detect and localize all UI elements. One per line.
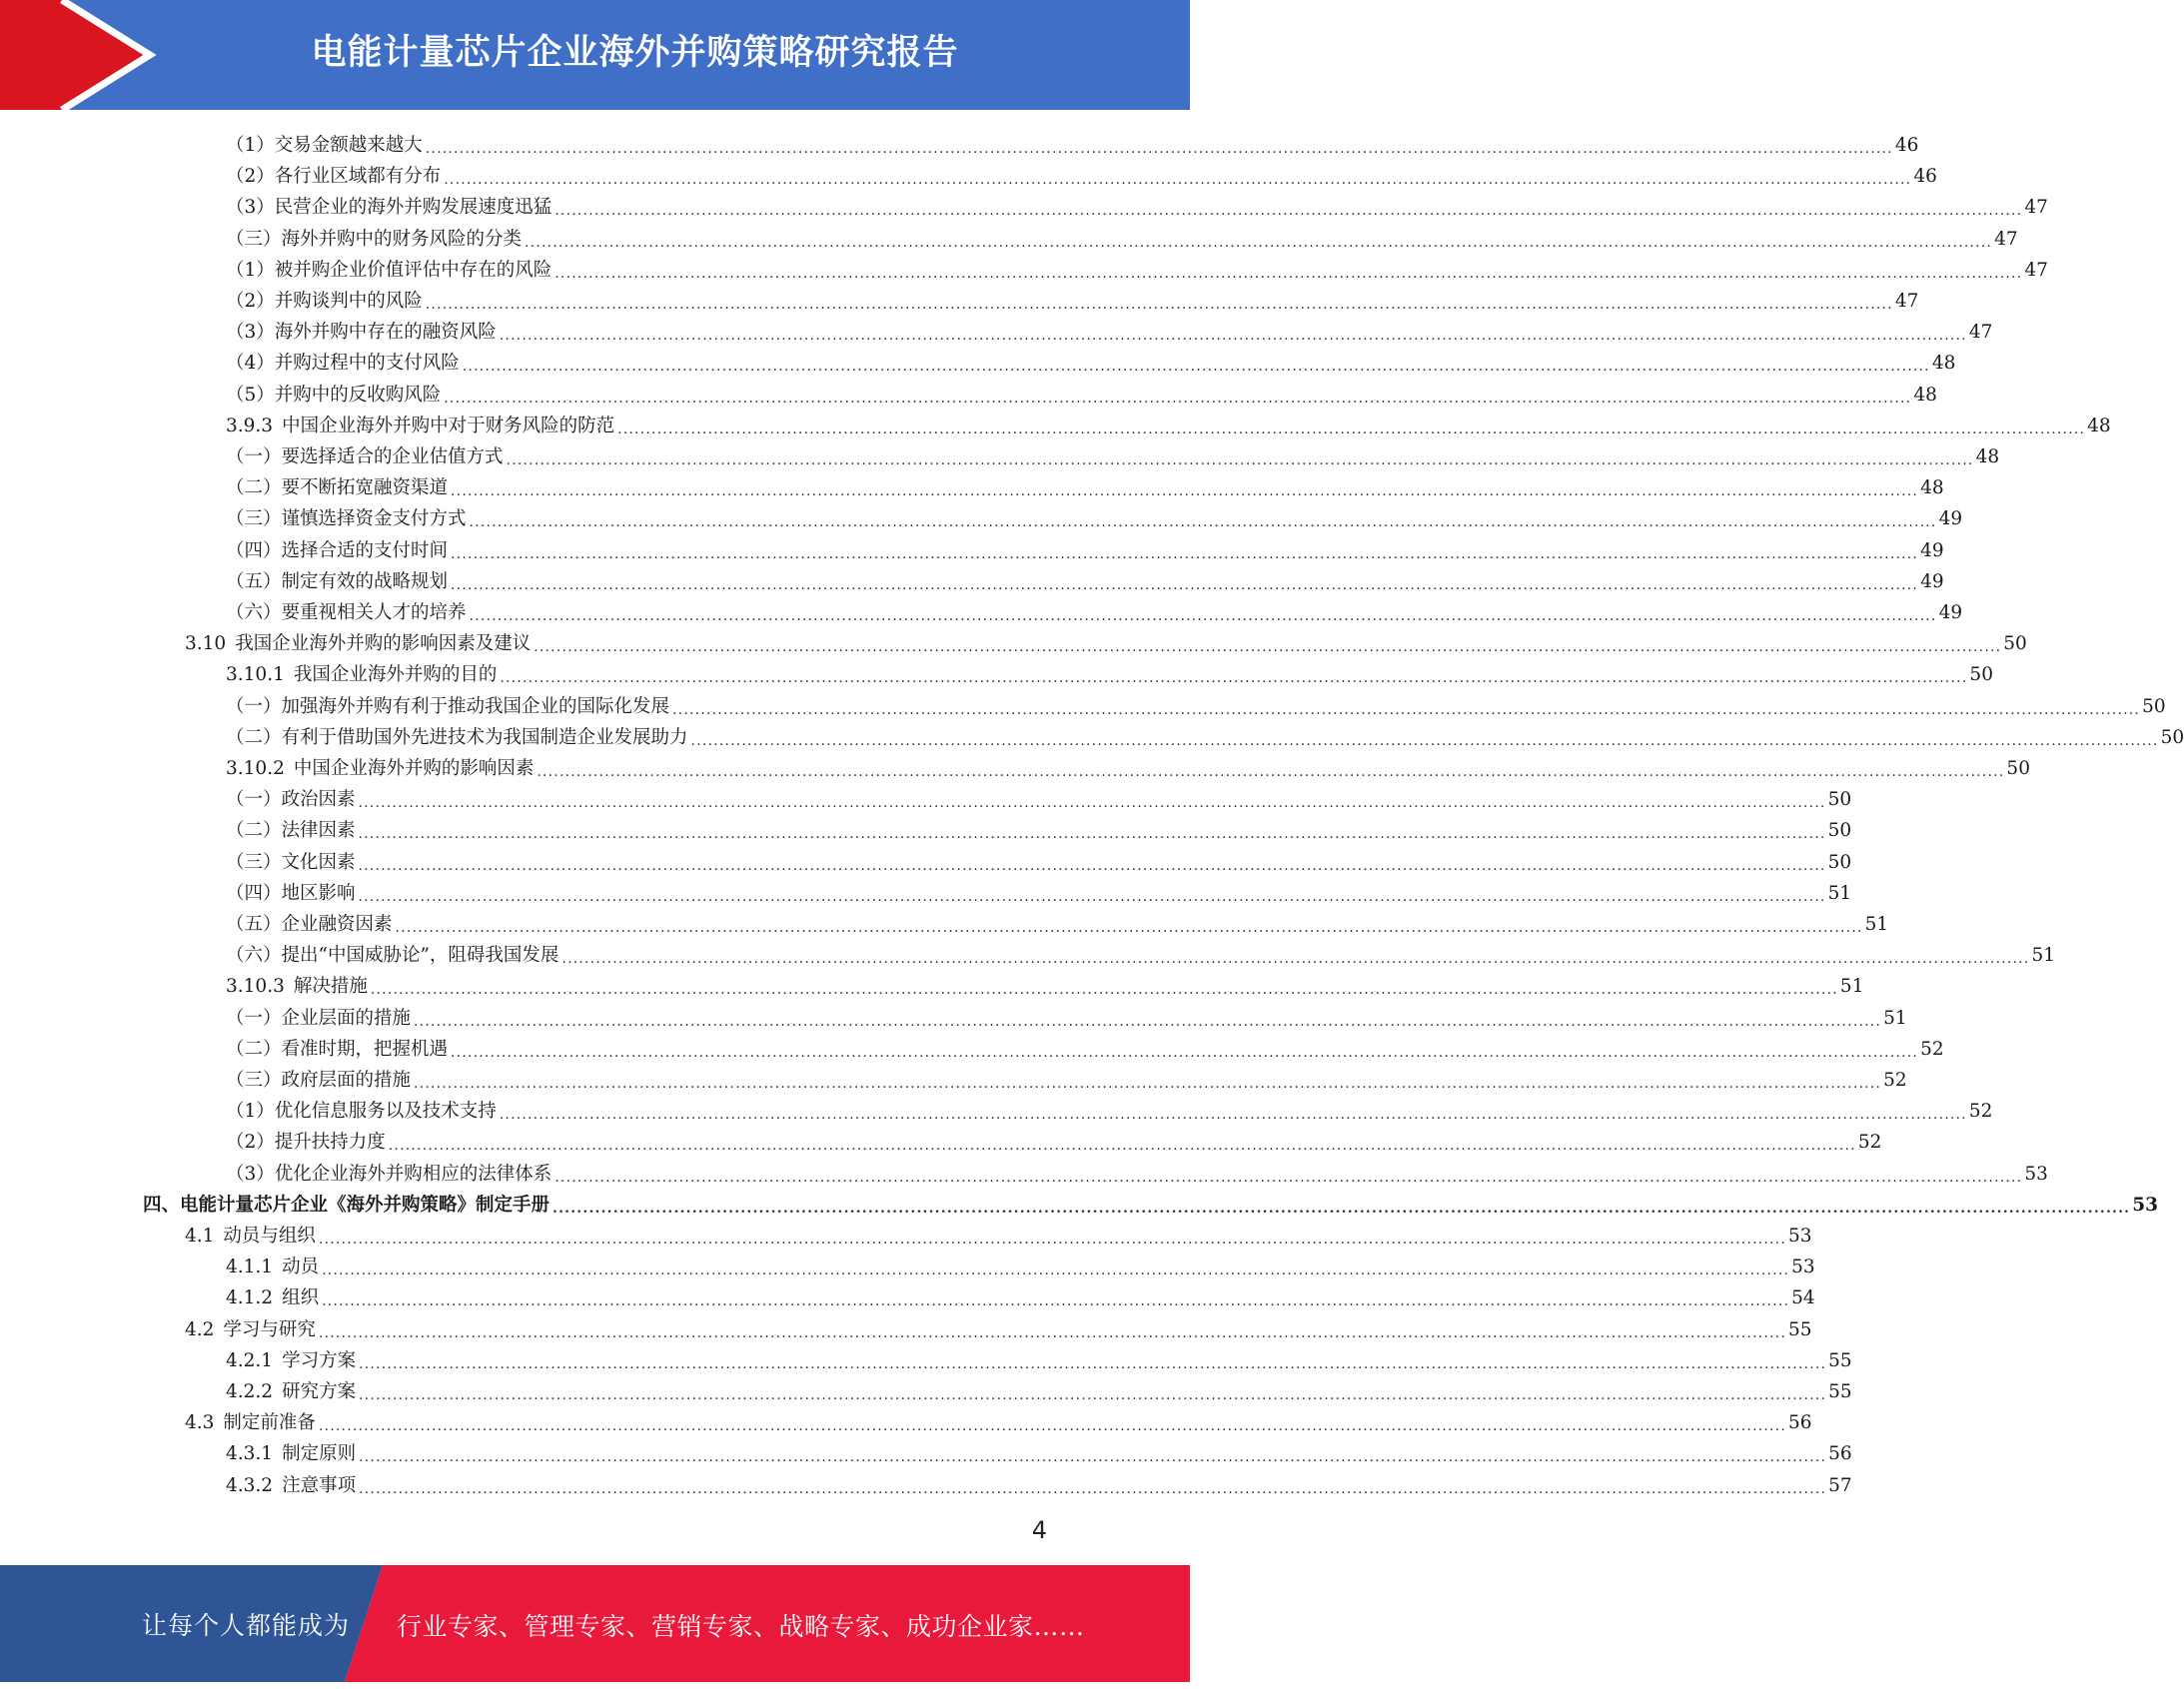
toc-entry[interactable]	[226, 812, 1852, 843]
toc-entry-page: 49	[1920, 540, 1944, 561]
toc-entry-page: 52	[1883, 1070, 1907, 1091]
toc-entry-page: 51	[1864, 914, 1889, 935]
toc-entry[interactable]	[226, 532, 1944, 563]
toc-leader-dots: ....................................................................................................................................................................................................................................................................	[395, 920, 1863, 936]
toc-entry-page: 50	[1827, 789, 1852, 810]
toc-entry-title: （三）政府层面的措施	[226, 1070, 412, 1091]
toc-entry-page: 48	[1975, 446, 2000, 467]
toc-entry-title: （1）优化信息服务以及技术支持	[226, 1101, 497, 1122]
toc-entry-page: 53	[2132, 1195, 2159, 1216]
toc-leader-dots: ....................................................................................................................................................................................................................................................................	[358, 858, 1826, 874]
toc-entry-number: 4.2.1	[226, 1350, 274, 1371]
toc-entry-number: 4.2	[185, 1319, 215, 1340]
toc-entry-title: （六）要重视相关人才的培养	[226, 602, 467, 623]
toc-entry-page: 51	[2031, 945, 2056, 966]
toc-leader-dots: ....................................................................................................................................................................................................................................................................	[358, 889, 1826, 905]
toc-entry-page: 48	[2087, 416, 2111, 436]
toc-entry-page: 50	[2006, 758, 2030, 779]
toc-leader-dots: ....................................................................................................................................................................................................................................................................	[451, 577, 1919, 593]
toc-entry[interactable]	[226, 314, 1993, 345]
toc-leader-dots: ....................................................................................................................................................................................................................................................................	[444, 172, 1912, 188]
toc-entry-page: 54	[1791, 1287, 1815, 1308]
toc-entry-page: 47	[1894, 291, 1919, 312]
toc-entry-page: 46	[1913, 166, 1937, 187]
toc-entry-title: （2）各行业区域都有分布	[226, 166, 442, 187]
toc-entry[interactable]	[185, 1311, 1812, 1342]
toc-entry-page: 50	[2142, 696, 2166, 717]
toc-entry-page: 51	[1839, 976, 1864, 997]
toc-leader-dots: ....................................................................................................................................................................................................................................................................	[318, 1418, 1786, 1434]
toc-entry-number: 4.3.1	[226, 1443, 274, 1464]
toc-entry[interactable]	[226, 408, 2111, 438]
toc-entry-title: 动员	[282, 1257, 320, 1277]
toc-leader-dots: ....................................................................................................................................................................................................................................................................	[318, 1232, 1786, 1248]
toc-entry-title: （4）并购过程中的支付风险	[226, 353, 460, 374]
toc-leader-dots: ....................................................................................................................................................................................................................................................................	[499, 1107, 1967, 1123]
toc-leader-dots: ....................................................................................................................................................................................................................................................................	[554, 1170, 2023, 1186]
toc-entry[interactable]	[226, 438, 2000, 469]
footer-slogan-right: 行业专家、管理专家、营销专家、战略专家、成功企业家……	[397, 1612, 1085, 1641]
toc-entry-page: 53	[1788, 1226, 1812, 1247]
toc-entry-title: （二）有利于借助国外先进技术为我国制造企业发展助力	[226, 727, 688, 748]
toc-leader-dots: ....................................................................................................................................................................................................................................................................	[552, 1201, 2131, 1217]
toc-entry[interactable]	[226, 781, 1852, 812]
toc-entry-title: （六）提出“中国威胁论”，阻碍我国发展	[226, 945, 559, 966]
toc-entry-number: 4.1.2	[226, 1287, 274, 1308]
toc-leader-dots: ....................................................................................................................................................................................................................................................................	[318, 1325, 1786, 1341]
toc-entry[interactable]	[143, 1187, 2159, 1218]
toc-entry-page: 55	[1828, 1381, 1852, 1402]
toc-entry-title: 学习方案	[282, 1350, 357, 1371]
toc-entry-title: 研究方案	[282, 1381, 357, 1402]
toc-entry-number: 4.1.1	[226, 1257, 274, 1277]
toc-entry[interactable]	[226, 1279, 1815, 1310]
toc-entry-title: （五）制定有效的战略规划	[226, 571, 449, 592]
toc-leader-dots: ....................................................................................................................................................................................................................................................................	[359, 1449, 1827, 1465]
toc-entry-title: （二）法律因素	[226, 820, 356, 841]
toc-entry[interactable]	[185, 625, 2027, 656]
toc-entry-title: （三）文化因素	[226, 852, 356, 873]
toc-leader-dots: ....................................................................................................................................................................................................................................................................	[525, 235, 1993, 251]
toc-entry-page: 49	[1938, 508, 1963, 529]
toc-entry-page: 57	[1828, 1475, 1852, 1496]
toc-entry-page: 47	[2024, 260, 2048, 281]
toc-leader-dots: ....................................................................................................................................................................................................................................................................	[554, 203, 2023, 219]
toc-entry-title: 组织	[282, 1287, 320, 1308]
toc-entry[interactable]	[226, 252, 2048, 283]
toc-entry-title: （1）被并购企业价值评估中存在的风险	[226, 260, 552, 281]
toc-leader-dots: ....................................................................................................................................................................................................................................................................	[617, 422, 2086, 437]
toc-entry-page: 49	[1938, 602, 1963, 623]
toc-leader-dots: ....................................................................................................................................................................................................................................................................	[414, 1076, 1882, 1092]
toc-entry[interactable]	[226, 656, 1993, 687]
toc-entry[interactable]	[226, 1373, 1852, 1404]
toc-entry-page: 51	[1827, 883, 1852, 904]
toc-entry-number: 3.10.1	[226, 664, 285, 685]
toc-entry-title: 注意事项	[282, 1475, 357, 1496]
toc-entry-page: 48	[1931, 353, 1956, 374]
toc-entry-number: 4.1	[185, 1226, 215, 1247]
toc-entry[interactable]	[226, 688, 2166, 719]
toc-leader-dots: ....................................................................................................................................................................................................................................................................	[451, 1045, 1919, 1061]
toc-leader-dots: ....................................................................................................................................................................................................................................................................	[534, 639, 2002, 655]
toc-entry-title: 学习与研究	[223, 1319, 316, 1340]
toc-leader-dots: ....................................................................................................................................................................................................................................................................	[358, 795, 1826, 811]
toc-leader-dots: ....................................................................................................................................................................................................................................................................	[322, 1263, 1790, 1278]
toc-leader-dots: ....................................................................................................................................................................................................................................................................	[359, 1356, 1827, 1372]
toc-entry-title: （3）民营企业的海外并购发展速度迅猛	[226, 197, 552, 218]
toc-entry[interactable]	[226, 1467, 1852, 1498]
toc-entry-title: （三）海外并购中的财务风险的分类	[226, 229, 523, 250]
toc-entry[interactable]	[226, 500, 1963, 531]
toc-leader-dots: ....................................................................................................................................................................................................................................................................	[672, 702, 2141, 718]
toc-leader-dots: ....................................................................................................................................................................................................................................................................	[690, 733, 2159, 749]
toc-entry-title: 四、电能计量芯片企业《海外并购策略》制定手册	[143, 1195, 550, 1216]
toc-entry-page: 50	[1827, 852, 1852, 873]
toc-leader-dots: ....................................................................................................................................................................................................................................................................	[414, 1014, 1882, 1030]
toc-entry-title: （2）提升扶持力度	[226, 1132, 386, 1153]
toc-entry-title: （一）要选择适合的企业估值方式	[226, 446, 504, 467]
toc-entry-page: 53	[2024, 1164, 2048, 1185]
toc-entry-title: （二）要不断拓宽融资渠道	[226, 477, 449, 498]
toc-entry-title: 我国企业海外并购的影响因素及建议	[235, 633, 532, 654]
toc-entry-number: 3.10	[185, 633, 227, 654]
toc-entry[interactable]	[226, 1062, 1907, 1093]
toc-entry-number: 3.9.3	[226, 416, 274, 436]
toc-entry-page: 48	[1913, 385, 1937, 406]
toc-entry[interactable]	[226, 1249, 1815, 1279]
toc-entry-page: 56	[1828, 1443, 1852, 1464]
toc-entry-title: 中国企业海外并购的影响因素	[293, 758, 535, 779]
toc-entry-page: 51	[1883, 1008, 1907, 1029]
toc-entry-title: （一）政治因素	[226, 789, 356, 810]
toc-leader-dots: ....................................................................................................................................................................................................................................................................	[388, 1138, 1856, 1154]
toc-entry-page: 47	[2024, 197, 2048, 218]
toc-entry[interactable]	[226, 906, 1889, 937]
toc-entry-title: （5）并购中的反收购风险	[226, 385, 442, 406]
toc-leader-dots: ....................................................................................................................................................................................................................................................................	[537, 764, 2005, 780]
toc-entry-title: （一）企业层面的措施	[226, 1008, 412, 1029]
toc-entry-number: 4.3.2	[226, 1475, 274, 1496]
header-banner	[0, 0, 1190, 110]
toc-entry-number: 4.3	[185, 1412, 215, 1433]
toc-entry[interactable]	[226, 594, 1963, 625]
report-title: 电能计量芯片企业海外并购策略研究报告	[311, 33, 959, 73]
toc-entry-title: 中国企业海外并购中对于财务风险的防范	[282, 416, 615, 436]
page-number: 4	[1031, 1516, 1047, 1544]
toc-entry[interactable]	[226, 221, 2018, 252]
toc-entry-number: 4.2.2	[226, 1381, 274, 1402]
toc-entry[interactable]	[226, 345, 1956, 376]
toc-entry[interactable]	[226, 1093, 1993, 1124]
toc-entry-page: 50	[1969, 664, 1993, 685]
toc-leader-dots: ....................................................................................................................................................................................................................................................................	[425, 297, 1893, 313]
toc-entry-title: （三）谨慎选择资金支付方式	[226, 508, 467, 529]
toc-entry[interactable]	[226, 1031, 1944, 1062]
toc-entry[interactable]	[226, 469, 1944, 500]
toc-entry-number: 3.10.2	[226, 758, 285, 779]
toc-entry-page: 52	[1968, 1101, 1993, 1122]
toc-entry-page: 49	[1920, 571, 1944, 592]
toc-entry-page: 47	[1994, 229, 2018, 250]
toc-entry-page: 55	[1788, 1319, 1812, 1340]
toc-entry[interactable]	[226, 875, 1852, 906]
toc-entry[interactable]	[185, 1404, 1812, 1435]
toc-entry-title: 我国企业海外并购的目的	[293, 664, 498, 685]
toc-entry[interactable]	[226, 127, 1919, 158]
toc-entry-page: 46	[1894, 135, 1919, 156]
toc-leader-dots: ....................................................................................................................................................................................................................................................................	[451, 546, 1919, 562]
toc-entry[interactable]	[226, 1435, 1852, 1466]
toc-entry-title: （一）加强海外并购有利于推动我国企业的国际化发展	[226, 696, 670, 717]
toc-entry[interactable]	[226, 750, 2030, 781]
toc-entry-title: 解决措施	[293, 976, 368, 997]
toc-entry-title: （二）看准时期，把握机遇	[226, 1039, 449, 1060]
toc-entry-page: 55	[1828, 1350, 1852, 1371]
toc-entry-title: （3）优化企业海外并购相应的法律体系	[226, 1164, 552, 1185]
toc-entry-title: （五）企业融资因素	[226, 914, 393, 935]
toc-leader-dots: ....................................................................................................................................................................................................................................................................	[500, 670, 1968, 686]
toc-leader-dots: ....................................................................................................................................................................................................................................................................	[444, 391, 1912, 407]
toc-entry[interactable]	[185, 1218, 1812, 1249]
toc-entry-title: 制定前准备	[223, 1412, 316, 1433]
toc-entry-page: 50	[2003, 633, 2027, 654]
toc-leader-dots: ....................................................................................................................................................................................................................................................................	[322, 1293, 1790, 1309]
toc-entry-title: 制定原则	[282, 1443, 357, 1464]
toc-entry[interactable]	[226, 158, 1937, 189]
toc-entry-title: （四）地区影响	[226, 883, 356, 904]
toc-entry-page: 48	[1920, 477, 1944, 498]
toc-leader-dots: ....................................................................................................................................................................................................................................................................	[554, 266, 2023, 282]
toc-entry[interactable]	[226, 937, 2056, 968]
toc-entry[interactable]	[226, 1342, 1852, 1373]
toc-entry-page: 52	[1920, 1039, 1944, 1060]
toc-entry[interactable]	[226, 1124, 1882, 1155]
toc-leader-dots: ....................................................................................................................................................................................................................................................................	[506, 452, 1974, 468]
toc-entry-title: （1）交易金额越来越大	[226, 135, 423, 156]
toc-entry-page: 56	[1788, 1412, 1812, 1433]
toc-entry-title: 动员与组织	[223, 1226, 316, 1247]
toc-entry[interactable]	[226, 844, 1852, 875]
toc-entry-title: （2）并购谈判中的风险	[226, 291, 423, 312]
toc-entry[interactable]	[226, 968, 1864, 999]
toc-leader-dots: ....................................................................................................................................................................................................................................................................	[370, 982, 1838, 998]
toc-entry-title: （四）选择合适的支付时间	[226, 540, 449, 561]
toc-leader-dots: ....................................................................................................................................................................................................................................................................	[358, 826, 1826, 842]
toc-leader-dots: ....................................................................................................................................................................................................................................................................	[425, 141, 1893, 157]
toc-leader-dots: ....................................................................................................................................................................................................................................................................	[469, 608, 1937, 624]
toc-entry-page: 50	[1827, 820, 1852, 841]
toc-entry-number: 3.10.3	[226, 976, 285, 997]
toc-leader-dots: ....................................................................................................................................................................................................................................................................	[359, 1387, 1827, 1403]
toc-entry[interactable]	[226, 719, 2184, 750]
toc-leader-dots: ....................................................................................................................................................................................................................................................................	[359, 1481, 1827, 1497]
toc-leader-dots: ....................................................................................................................................................................................................................................................................	[499, 328, 1967, 344]
toc-entry-title: （3）海外并购中存在的融资风险	[226, 322, 497, 343]
toc-entry[interactable]	[226, 189, 2048, 220]
footer-banner	[0, 1565, 1190, 1682]
toc-entry[interactable]	[226, 1000, 1907, 1031]
toc-leader-dots: ....................................................................................................................................................................................................................................................................	[462, 359, 1930, 375]
toc-entry-page: 52	[1857, 1132, 1882, 1153]
toc-entry[interactable]	[226, 563, 1944, 594]
toc-entry-page: 53	[1791, 1257, 1815, 1277]
footer-slogan-left: 让每个人都能成为	[142, 1611, 351, 1640]
toc-leader-dots: ....................................................................................................................................................................................................................................................................	[451, 483, 1919, 499]
toc-entry[interactable]	[226, 377, 1937, 408]
toc-leader-dots: ....................................................................................................................................................................................................................................................................	[561, 951, 2030, 967]
toc-entry[interactable]	[226, 283, 1919, 314]
toc-entry-page: 50	[2160, 727, 2184, 748]
toc-entry[interactable]	[226, 1156, 2048, 1187]
toc-leader-dots: ....................................................................................................................................................................................................................................................................	[469, 514, 1937, 530]
toc-entry-page: 47	[1968, 322, 1993, 343]
